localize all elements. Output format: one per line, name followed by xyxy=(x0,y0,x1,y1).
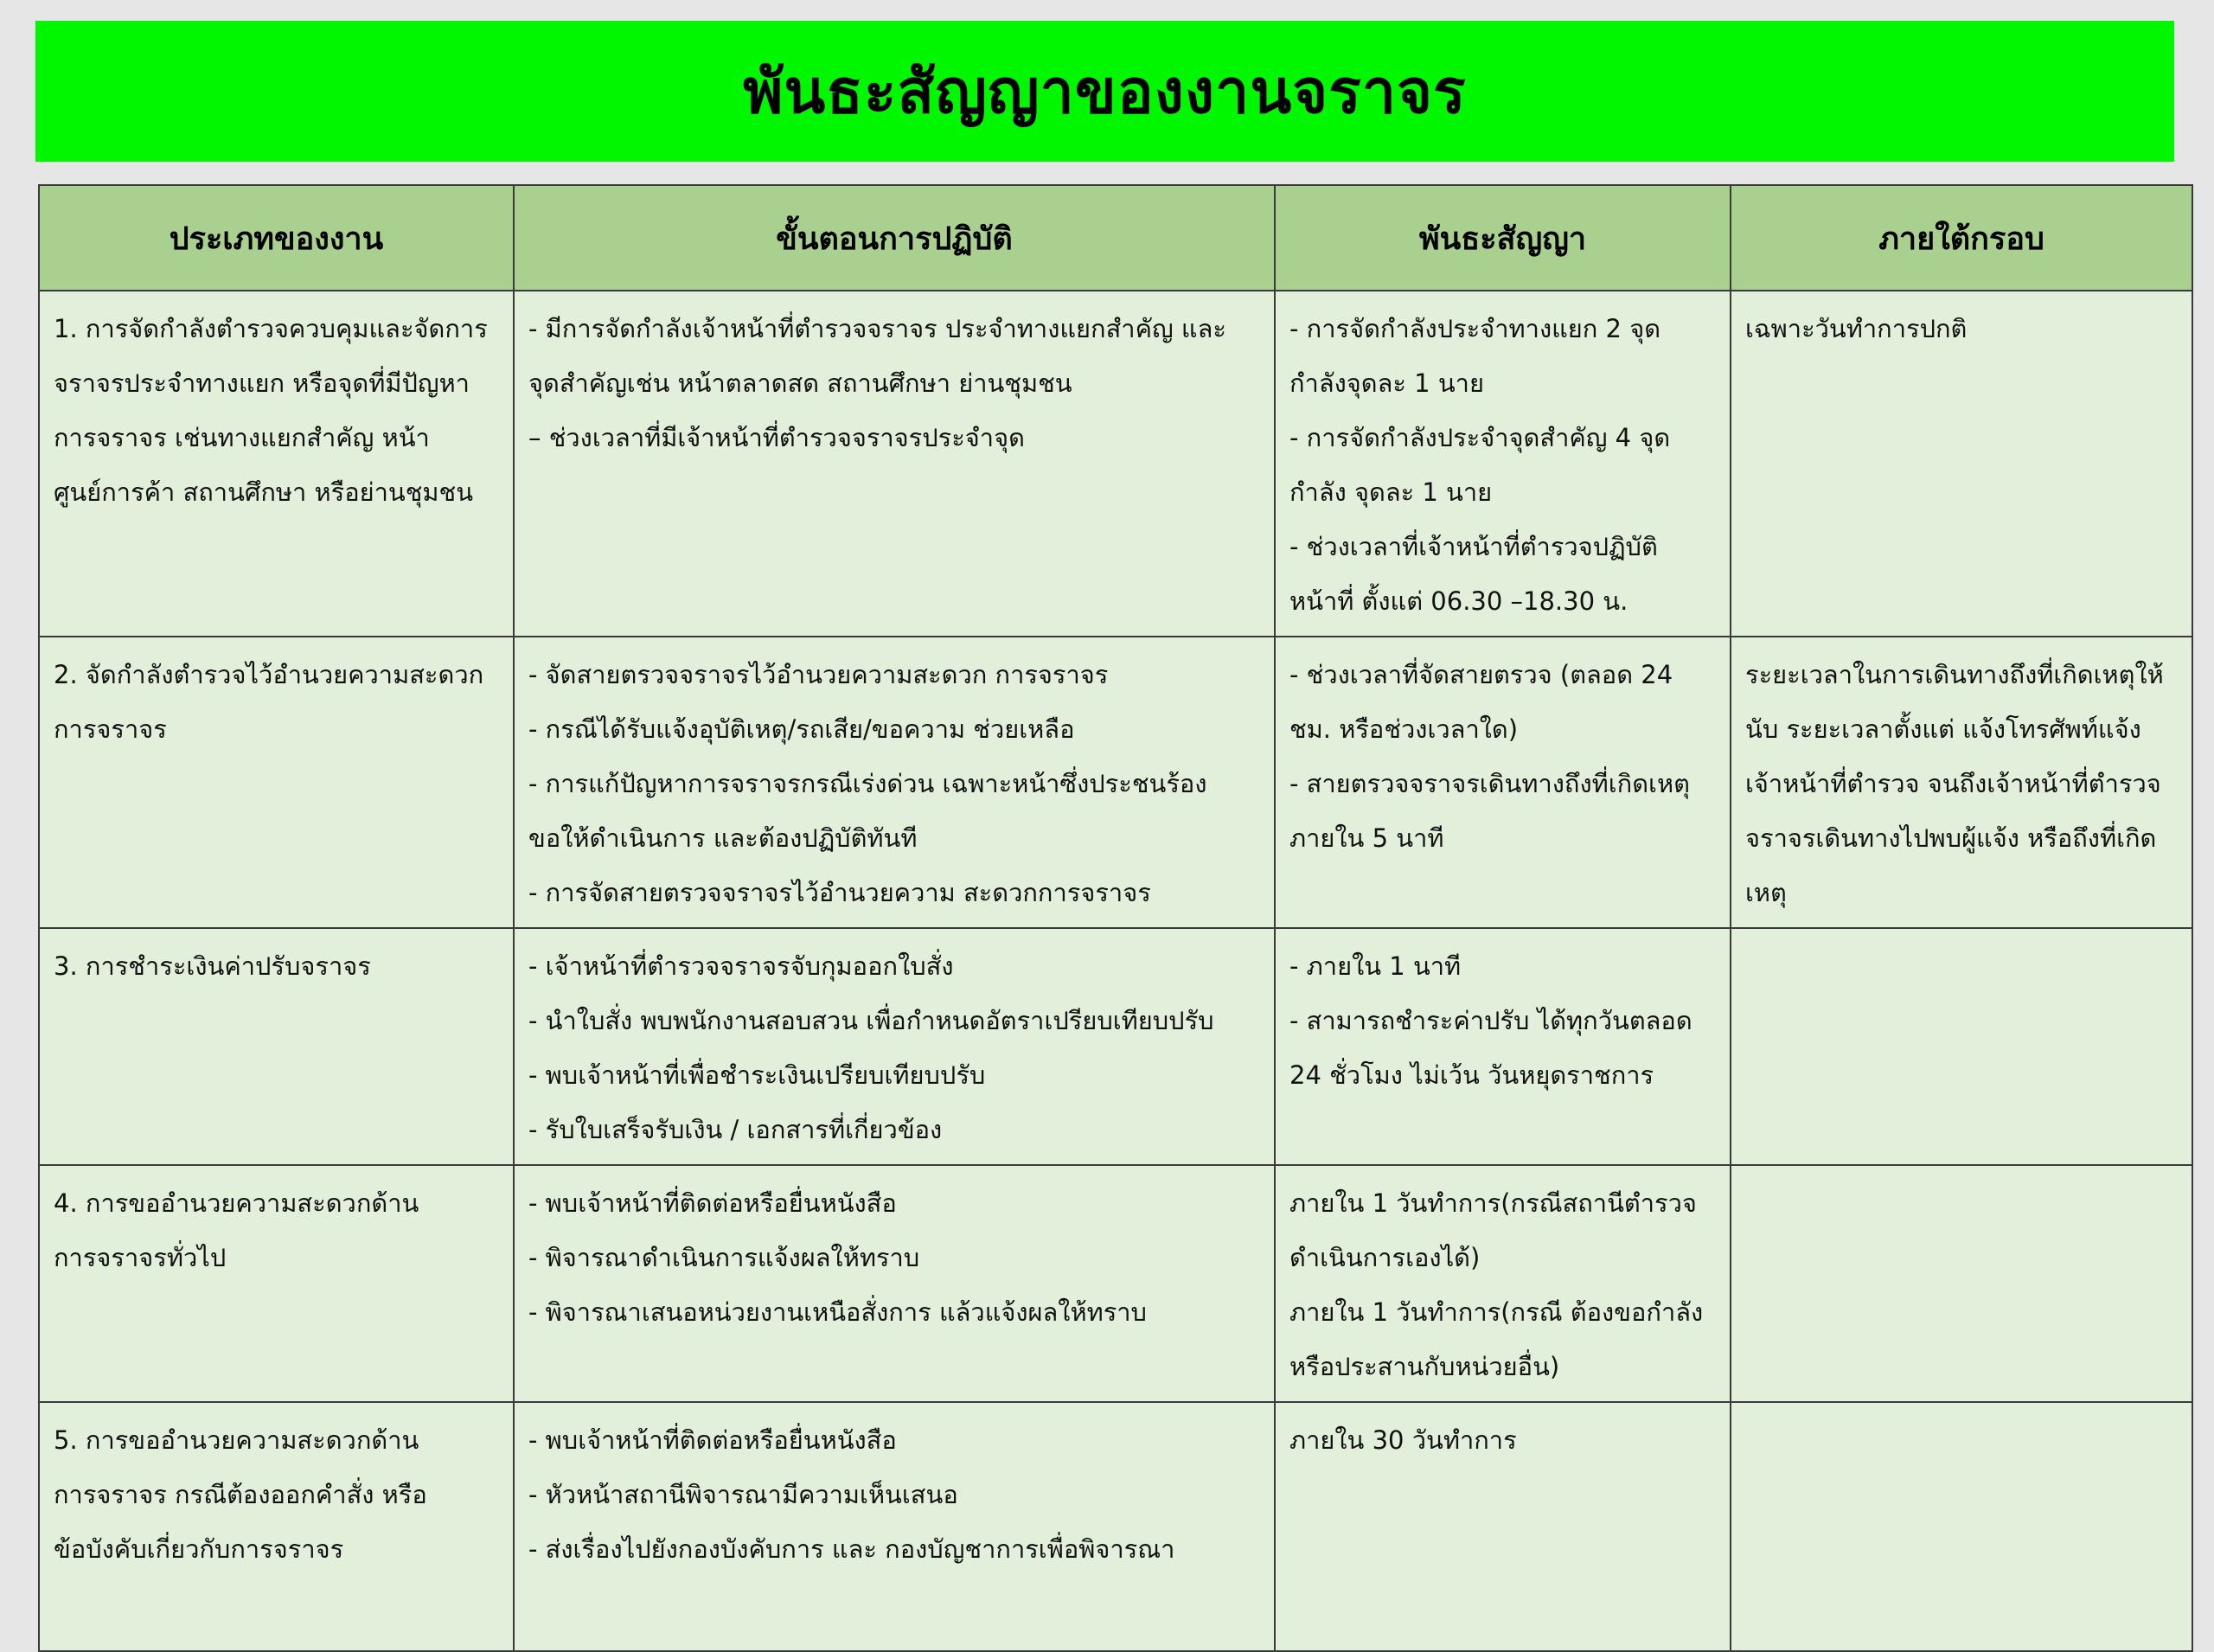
cell-line: 2. จัดกำลังตำรวจไว้อำนวยความสะดวก xyxy=(54,660,484,689)
cell-line: ศูนย์การค้า สถานศึกษา หรือย่านชุมชน xyxy=(54,477,474,507)
cell-line: - การจัดสายตรวจจราจรไว้อำนวยความ สะดวกการจราจร xyxy=(528,878,1151,907)
cell-line: จราจรประจำทางแยก หรือจุดที่มีปัญหา xyxy=(54,368,470,398)
cell-line: - การจัดกำลังประจำทางแยก 2 จุด xyxy=(1289,314,1661,343)
cell-work-type xyxy=(39,291,514,637)
cell-line: - หัวหน้าสถานีพิจารณามีความเห็นเสนอ xyxy=(528,1480,958,1509)
cell-line: - ช่วงเวลาที่จัดสายตรวจ (ตลอด 24 xyxy=(1289,660,1673,689)
cell-framework xyxy=(1731,1165,2192,1402)
cell-line: 3. การชำระเงินค่าปรับจราจร xyxy=(54,951,371,981)
cell-line: ภายใน 5 นาที xyxy=(1289,823,1444,853)
cell-line: เจ้าหน้าที่ตำรวจ จนถึงเจ้าหน้าที่ตำรวจ xyxy=(1745,769,2161,798)
traffic-commitment-table xyxy=(38,184,2193,1652)
cell-line: จราจรเดินทางไปพบผู้แจ้ง หรือถึงที่เกิด xyxy=(1745,823,2157,853)
cell-line: จุดสำคัญเช่น หน้าตลาดสด สถานศึกษา ย่านชุมชน xyxy=(528,368,1072,398)
cell-line: หรือประสานกับหน่วยอื่น) xyxy=(1289,1352,1560,1381)
cell-line: การจราจร กรณีต้องออกคำสั่ง หรือ xyxy=(54,1480,427,1509)
cell-procedure xyxy=(514,1402,1275,1651)
cell-work-type xyxy=(39,637,514,928)
cell-line: ภายใน 30 วันทำการ xyxy=(1289,1425,1517,1455)
cell-line: เหตุ xyxy=(1745,878,1787,907)
cell-framework xyxy=(1731,928,2192,1165)
table-row xyxy=(39,928,2192,1165)
cell-line: การจราจรทั่วไป xyxy=(54,1243,227,1272)
cell-line: กำลัง จุดละ 1 นาย xyxy=(1289,477,1493,507)
cell-procedure xyxy=(514,637,1275,928)
cell-procedure xyxy=(514,928,1275,1165)
cell-procedure xyxy=(514,1165,1275,1402)
cell-line: เฉพาะวันทำการปกติ xyxy=(1745,314,1968,343)
cell-line: - เจ้าหน้าที่ตำรวจจราจรจับกุมออกใบสั่ง xyxy=(528,951,954,981)
cell-line: การจราจร เช่นทางแยกสำคัญ หน้า xyxy=(54,423,430,452)
cell-line: ระยะเวลาในการเดินทางถึงที่เกิดเหตุให้ xyxy=(1745,660,2164,689)
header-work-type: ประเภทของงาน xyxy=(39,185,514,291)
header-procedure: ขั้นตอนการปฏิบัติ xyxy=(514,185,1275,291)
cell-line: - สามารถชำระค่าปรับ ได้ทุกวันตลอด xyxy=(1289,1006,1692,1035)
cell-line: - ส่งเรื่องไปยังกองบังคับการ และ กองบัญชาการเพื่อพิจารณา xyxy=(528,1534,1175,1564)
cell-line: - การจัดกำลังประจำจุดสำคัญ 4 จุด xyxy=(1289,423,1671,452)
cell-line: กำลังจุดละ 1 นาย xyxy=(1289,368,1484,398)
cell-framework xyxy=(1731,637,2192,928)
cell-commitment xyxy=(1275,928,1731,1165)
cell-line: หน้าที่ ตั้งแต่ 06.30 –18.30 น. xyxy=(1289,586,1629,616)
cell-line: 24 ชั่วโมง ไม่เว้น วันหยุดราชการ xyxy=(1289,1060,1654,1090)
cell-line: ดำเนินการเองได้) xyxy=(1289,1243,1481,1272)
cell-line: - สายตรวจจราจรเดินทางถึงที่เกิดเหตุ xyxy=(1289,769,1690,798)
table-row xyxy=(39,1402,2192,1651)
table-row xyxy=(39,1165,2192,1402)
table-row xyxy=(39,637,2192,928)
cell-line: - จัดสายตรวจจราจรไว้อำนวยความสะดวก การจราจร xyxy=(528,660,1109,689)
header-commitment: พันธะสัญญา xyxy=(1275,185,1731,291)
cell-line: 1. การจัดกำลังตำรวจควบคุมและจัดการ xyxy=(54,314,488,343)
header-row xyxy=(39,185,2192,291)
cell-work-type xyxy=(39,928,514,1165)
cell-line: - กรณีได้รับแจ้งอุบัติเหตุ/รถเสีย/ขอความ ช่วยเหลือ xyxy=(528,714,1075,744)
cell-line: - พบเจ้าหน้าที่ติดต่อหรือยื่นหนังสือ xyxy=(528,1425,897,1455)
cell-line: - การแก้ปัญหาการจราจรกรณีเร่งด่วน เฉพาะหน้าซึ่งประชนร้อง xyxy=(528,769,1207,798)
title-banner xyxy=(35,21,2174,162)
cell-line: - มีการจัดกำลังเจ้าหน้าที่ตำรวจจราจร ประจำทางแยกสำคัญ และ xyxy=(528,314,1226,343)
cell-line: - พิจารณาเสนอหน่วยงานเหนือสั่งการ แล้วแจ้งผลให้ทราบ xyxy=(528,1297,1147,1327)
cell-procedure xyxy=(514,291,1275,637)
cell-framework xyxy=(1731,291,2192,637)
cell-commitment xyxy=(1275,291,1731,637)
cell-line: – ช่วงเวลาที่มีเจ้าหน้าที่ตำรวจจราจรประจำจุด xyxy=(528,423,1025,452)
cell-line: นับ ระยะเวลาตั้งแต่ แจ้งโทรศัพท์แจ้ง xyxy=(1745,714,2141,744)
cell-line: 5. การขออำนวยความสะดวกด้าน xyxy=(54,1425,419,1455)
cell-work-type xyxy=(39,1165,514,1402)
cell-line: - ภายใน 1 นาที xyxy=(1289,951,1462,981)
cell-line: - รับใบเสร็จรับเงิน / เอกสารที่เกี่ยวข้อง xyxy=(528,1115,943,1144)
cell-framework xyxy=(1731,1402,2192,1651)
cell-line: - พบเจ้าหน้าที่เพื่อชำระเงินเปรียบเทียบปรับ xyxy=(528,1060,986,1090)
cell-line: ชม. หรือช่วงเวลาใด) xyxy=(1289,714,1519,744)
cell-commitment xyxy=(1275,1165,1731,1402)
cell-line: - ช่วงเวลาที่เจ้าหน้าที่ตำรวจปฏิบัติ xyxy=(1289,532,1658,561)
cell-line: ภายใน 1 วันทำการ(กรณีสถานีตำรวจ xyxy=(1289,1188,1697,1218)
table-row xyxy=(39,291,2192,637)
cell-line: 4. การขออำนวยความสะดวกด้าน xyxy=(54,1188,419,1218)
cell-line: ภายใน 1 วันทำการ(กรณี ต้องขอกำลัง xyxy=(1289,1297,1704,1327)
cell-line: ข้อบังคับเกี่ยวกับการจราจร xyxy=(54,1534,344,1564)
header-framework: ภายใต้กรอบ xyxy=(1731,185,2192,291)
cell-line: - พบเจ้าหน้าที่ติดต่อหรือยื่นหนังสือ xyxy=(528,1188,897,1218)
page-title: พันธะสัญญาของงานจราจร xyxy=(743,56,1467,127)
cell-line: การจราจร xyxy=(54,714,167,744)
cell-line: ขอให้ดำเนินการ และต้องปฏิบัติทันที xyxy=(528,823,918,853)
cell-line: - นำใบสั่ง พบพนักงานสอบสวน เพื่อกำหนดอัตราเปรียบเทียบปรับ xyxy=(528,1006,1214,1035)
cell-commitment xyxy=(1275,1402,1731,1651)
cell-work-type xyxy=(39,1402,514,1651)
cell-commitment xyxy=(1275,637,1731,928)
cell-line: - พิจารณาดำเนินการแจ้งผลให้ทราบ xyxy=(528,1243,920,1272)
